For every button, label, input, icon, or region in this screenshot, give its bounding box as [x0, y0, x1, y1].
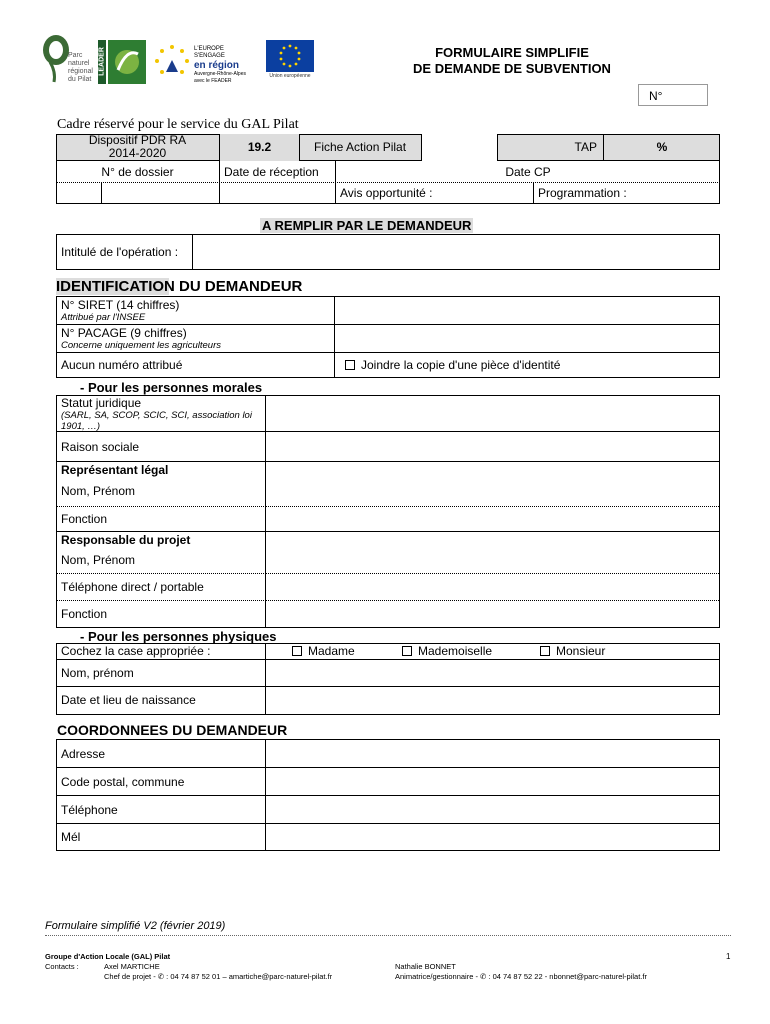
code-postal-label: Code postal, commune — [61, 775, 185, 789]
footer-group: Groupe d'Action Locale (GAL) Pilat — [45, 952, 171, 961]
contact1-name: Axel MARTICHE — [104, 962, 160, 971]
aucun-label: Aucun numéro attribué — [61, 358, 183, 372]
telephone-coord-field[interactable] — [266, 796, 719, 824]
code-postal-field[interactable] — [266, 768, 719, 796]
intitule-field[interactable] — [193, 235, 719, 269]
logo-line: Parc — [68, 52, 83, 59]
physiques-table — [56, 643, 720, 715]
dossier-field-a[interactable] — [56, 183, 102, 204]
contacts-label: Contacts : — [45, 962, 79, 971]
responsable-label: Responsable du projet — [61, 533, 191, 547]
gal-box — [56, 134, 720, 204]
naissance-label: Date et lieu de naissance — [61, 693, 196, 707]
fiche-action-field[interactable] — [422, 134, 498, 161]
eu-caption: Union européenne — [269, 73, 311, 79]
leaf-icon — [108, 40, 146, 84]
nom-prenom2-label: Nom, Prénom — [61, 553, 136, 567]
option-mademoiselle[interactable] — [402, 644, 492, 659]
logo-line: du Pilat — [68, 76, 92, 83]
madame-label: Madame — [308, 644, 355, 658]
siret-note: Attribué par l'INSEE — [61, 312, 146, 323]
intitule-label: Intitulé de l'opération : — [61, 245, 179, 259]
telephone-label: Téléphone direct / portable — [61, 580, 204, 594]
form-title — [372, 45, 652, 77]
page-number: 1 — [726, 952, 731, 961]
eu-flag-icon — [266, 40, 314, 72]
date-cp-label: Date CP — [505, 165, 551, 179]
avis-label: Avis opportunité : — [340, 186, 433, 200]
joindre-label: Joindre la copie d'une pièce d'identité — [361, 358, 561, 372]
dispositif-label: Dispositif PDR RA 2014-2020 — [88, 133, 187, 160]
representant-field[interactable] — [266, 462, 719, 532]
nom-field[interactable] — [266, 660, 719, 687]
parc-pilat-logo — [40, 32, 92, 84]
gal-box-heading: Cadre réservé pour le service du GAL Pilat — [57, 117, 299, 132]
region-line: en région — [194, 60, 240, 71]
monsieur-checkbox[interactable] — [540, 646, 550, 656]
option-madame[interactable] — [292, 644, 355, 659]
dispositif-value: 19.2 — [247, 140, 272, 154]
logo-line: naturel — [68, 60, 90, 67]
pacage-note: Concerne uniquement les agriculteurs — [61, 340, 222, 351]
siret-label: N° SIRET (14 chiffres) — [61, 298, 180, 312]
nom-prenom-label: Nom, Prénom — [61, 484, 136, 498]
logo-line: régional — [68, 68, 93, 75]
contact2-detail: Animatrice/gestionnaire - ✆ : 04 74 87 52 22 - nbonnet@parc-naturel-pilat.fr — [395, 972, 647, 981]
statut-label: Statut juridique — [61, 396, 142, 410]
mel-field[interactable] — [266, 824, 719, 850]
telephone-coord-label: Téléphone — [61, 803, 118, 817]
dossier-field-b[interactable] — [102, 183, 220, 204]
mademoiselle-checkbox[interactable] — [402, 646, 412, 656]
statut-note: (SARL, SA, SCOP, SCIC, SCI, association loi 1901, …) — [61, 410, 252, 432]
fiche-action-label: Fiche Action Pilat — [314, 140, 407, 154]
programmation-label: Programmation : — [538, 186, 627, 200]
title-line-2: DE DEMANDE DE SUBVENTION — [413, 61, 611, 76]
intitule-row — [56, 234, 720, 270]
region-logo — [152, 42, 254, 86]
mademoiselle-label: Mademoiselle — [418, 644, 493, 658]
identification-table — [56, 296, 720, 378]
responsable-field[interactable] — [266, 532, 719, 627]
star-ring-icon — [152, 42, 192, 82]
statut-field[interactable] — [266, 396, 719, 432]
footer-divider — [45, 935, 731, 936]
pacage-label: N° PACAGE (9 chiffres) — [61, 326, 187, 340]
joindre-checkbox[interactable] — [345, 360, 355, 370]
morales-table — [56, 395, 720, 628]
reception-label: Date de réception — [224, 165, 319, 179]
siret-field[interactable] — [335, 297, 719, 325]
region-line: L'EUROPE S'ENGAGE — [194, 46, 225, 59]
region-line: Auvergne-Rhône-Alpes — [194, 71, 246, 77]
naissance-field[interactable] — [266, 687, 719, 714]
dossier-label: N° de dossier — [101, 165, 174, 179]
tap-label: TAP — [574, 140, 597, 154]
contact2-name: Nathalie BONNET — [395, 962, 456, 971]
adresse-field[interactable] — [266, 740, 719, 768]
pacage-field[interactable] — [335, 325, 719, 353]
representant-label: Représentant légal — [61, 463, 169, 477]
adresse-label: Adresse — [61, 747, 106, 761]
fonction2-label: Fonction — [61, 607, 108, 621]
leader-text: LEADER — [98, 47, 106, 76]
region-line: avec le FEADER — [194, 78, 232, 84]
option-monsieur[interactable] — [540, 644, 605, 659]
identification-heading: IDENTIFICATION DU DEMANDEUR — [56, 278, 303, 295]
fonction-label: Fonction — [61, 512, 108, 526]
footer-version: Formulaire simplifié V2 (février 2019) — [45, 920, 226, 932]
morales-heading: - Pour les personnes morales — [80, 380, 263, 395]
cochez-label: Cochez la case appropriée : — [61, 644, 211, 658]
demandeur-heading: A REMPLIR PAR LE DEMANDEUR — [262, 218, 472, 233]
form-number-label: N° — [649, 89, 663, 103]
nom-label: Nom, prénom — [61, 666, 134, 680]
raison-field[interactable] — [266, 432, 719, 462]
coordonnees-heading: COORDONNEES DU DEMANDEUR — [57, 722, 288, 738]
eu-logo — [262, 40, 318, 86]
mel-label: Mél — [61, 830, 81, 844]
coordonnees-table — [56, 739, 720, 851]
raison-label: Raison sociale — [61, 440, 140, 454]
leader-logo — [98, 40, 148, 84]
reception-field[interactable] — [220, 183, 336, 204]
form-number-box[interactable] — [638, 84, 708, 106]
contact1-detail: Chef de projet - ✆ : 04 74 87 52 01 – amartiche@parc-naturel-pilat.fr — [104, 972, 333, 981]
title-line-1: FORMULAIRE SIMPLIFIE — [435, 45, 589, 60]
madame-checkbox[interactable] — [292, 646, 302, 656]
physiques-heading: - Pour les personnes physiques — [80, 629, 277, 644]
monsieur-label: Monsieur — [556, 644, 606, 658]
tap-value: % — [656, 140, 668, 154]
